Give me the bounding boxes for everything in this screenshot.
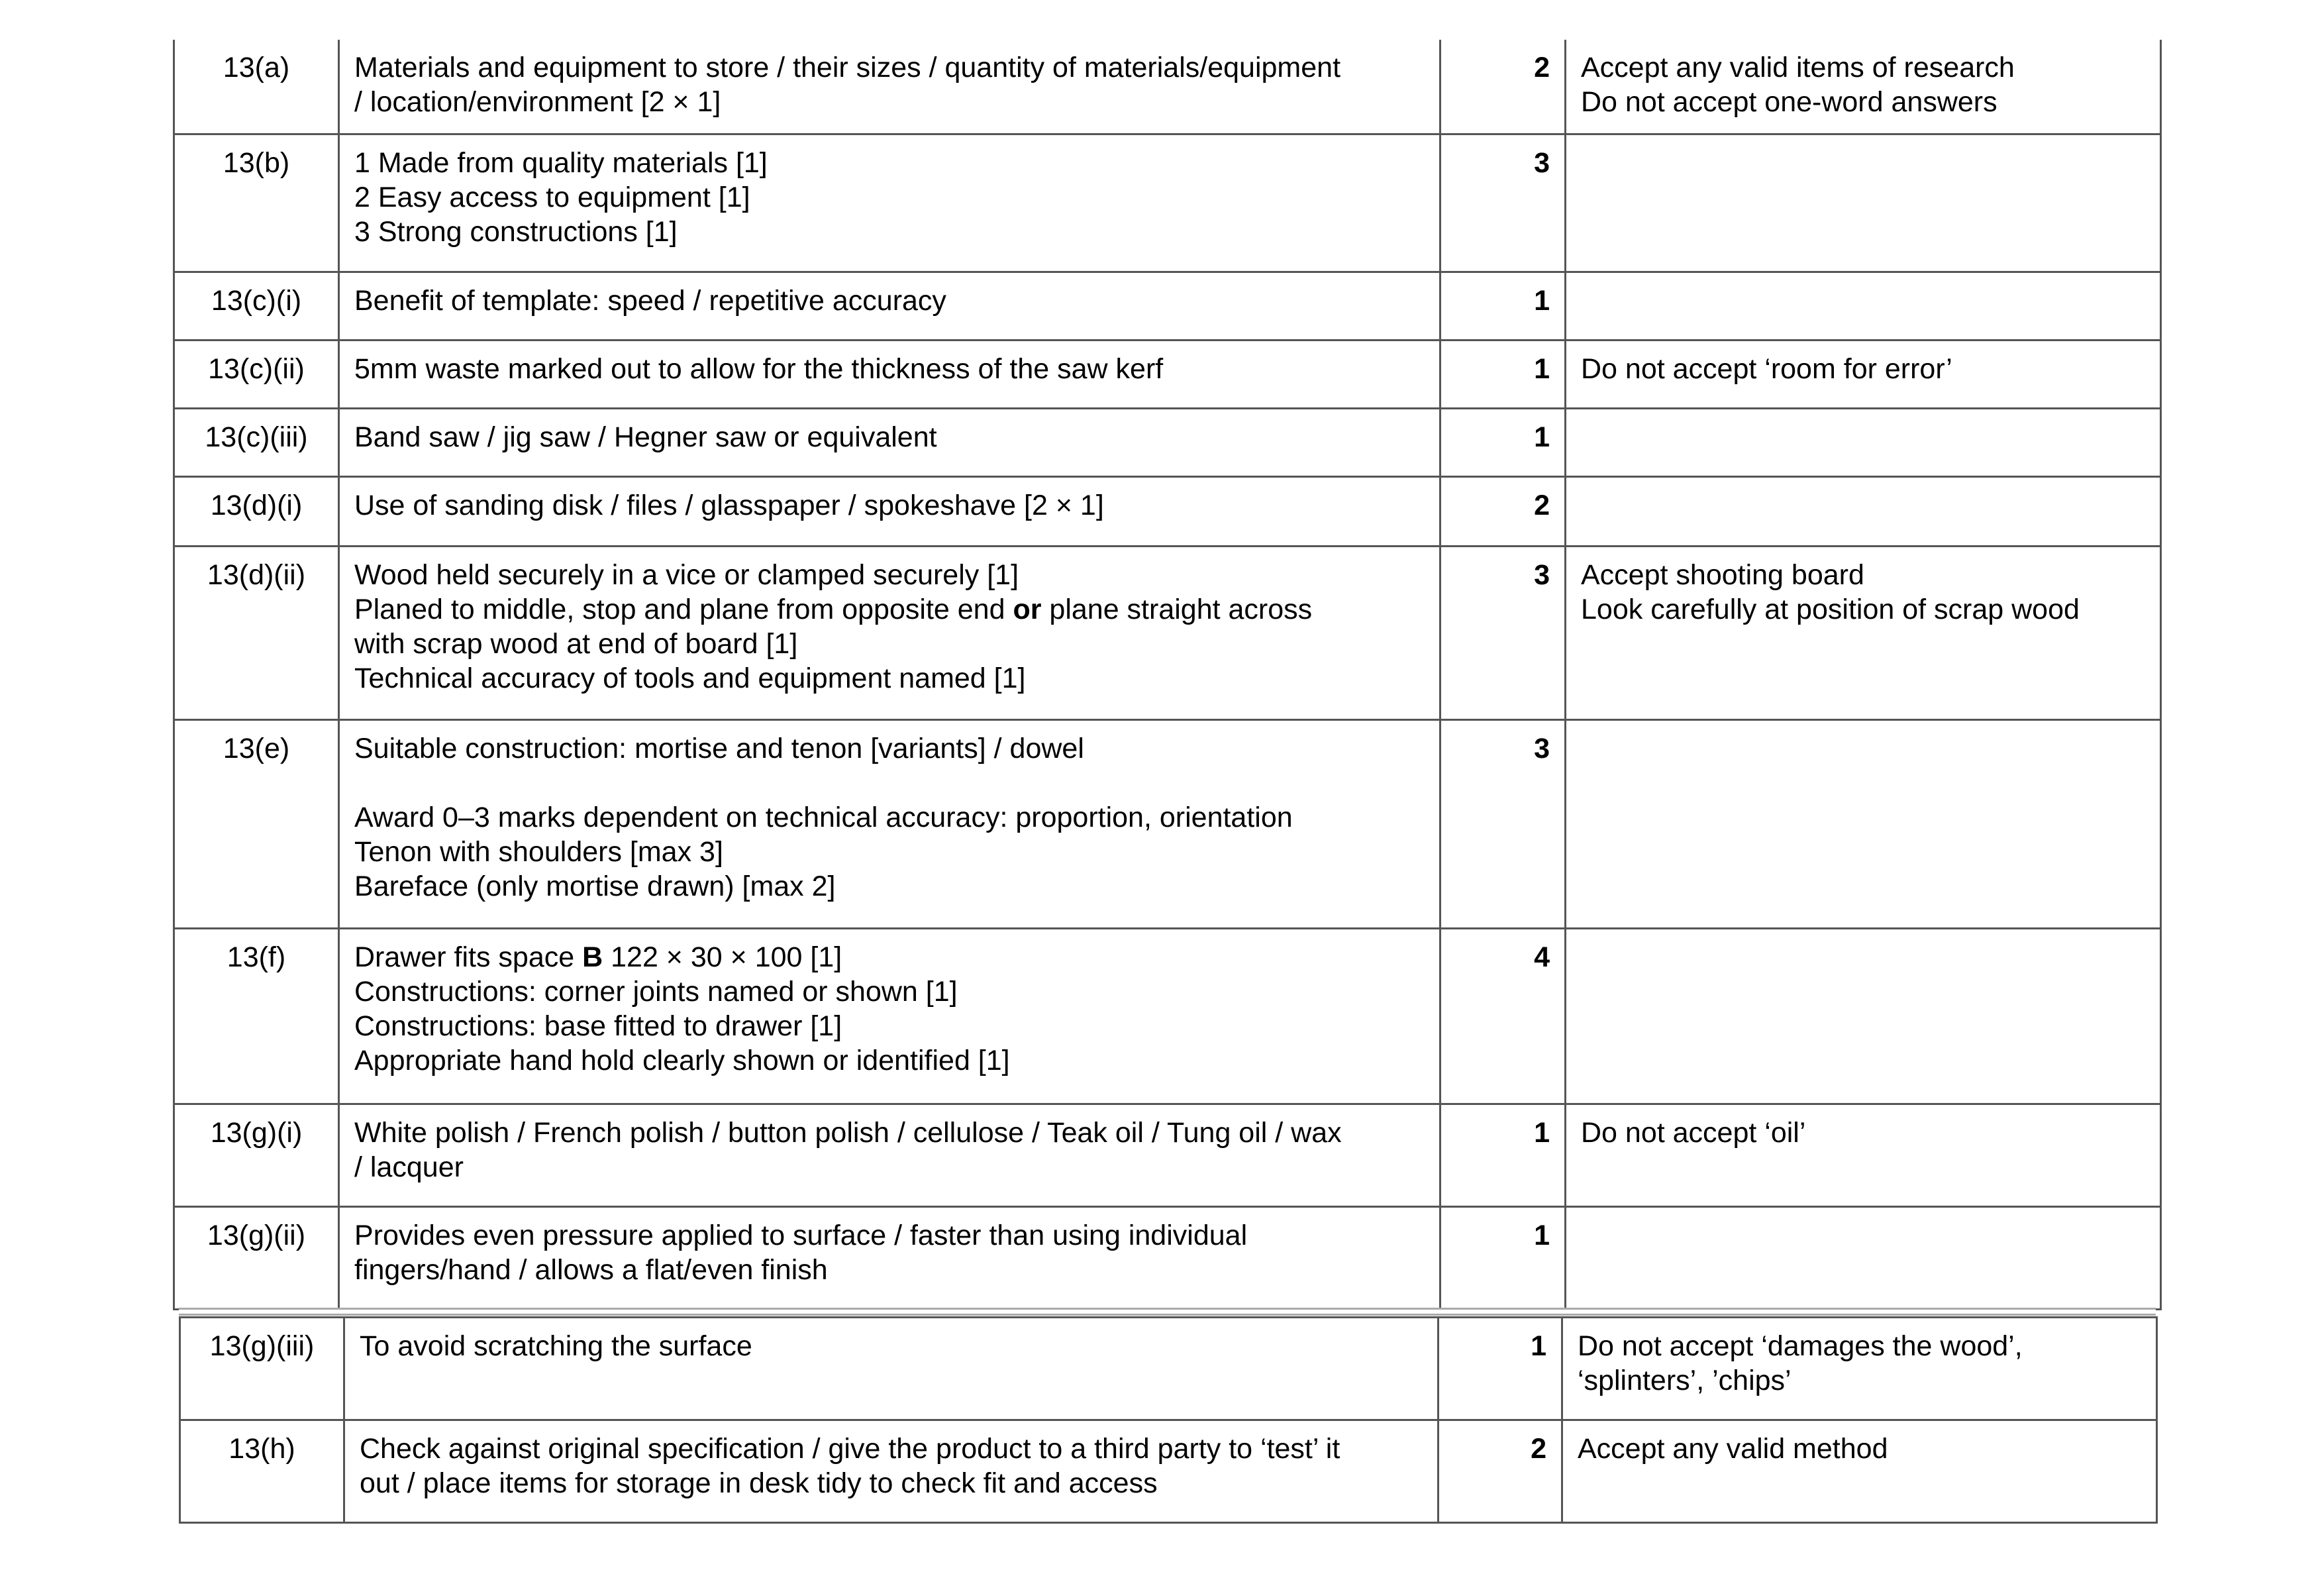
answer-text: White polish / French polish / button polish / cellulose / Teak oil / Tung oil / wax — [354, 1116, 1342, 1149]
marks-cell: 3 — [1440, 134, 1566, 272]
marks-cell: 1 — [1440, 1206, 1566, 1309]
guidance-cell — [1566, 408, 2161, 476]
table-row — [174, 134, 2161, 272]
answer-line — [354, 592, 1425, 627]
answer-line — [354, 1043, 1425, 1078]
answer-text: Award 0–3 marks dependent on technical accuracy: proportion, orientation — [354, 801, 1293, 833]
answer-text: plane straight across — [1041, 593, 1313, 625]
guidance-line: Do not accept one-word answers — [1581, 86, 1997, 118]
table-row — [174, 340, 2161, 408]
answer-text: Appropriate hand hold clearly shown or identified [1] — [354, 1044, 1010, 1076]
answer-cell — [339, 1104, 1440, 1206]
question-number-cell: 13(d)(ii) — [174, 546, 339, 719]
question-number-cell: 13(g)(iii) — [180, 1318, 344, 1420]
guidance-line: Look carefully at position of scrap wood — [1581, 593, 2080, 625]
question-number-cell: 13(g)(i) — [174, 1104, 339, 1206]
question-number-cell: 13(f) — [174, 928, 339, 1104]
table-row — [174, 928, 2161, 1104]
answer-cell — [339, 928, 1440, 1104]
answer-text: Provides even pressure applied to surface / faster than using individual — [354, 1219, 1248, 1251]
guidance-cell — [1566, 1104, 2161, 1206]
answer-line — [354, 180, 1425, 215]
answer-text: Planed to middle, stop and plane from opposite end — [354, 593, 1013, 625]
answer-text: Constructions: base fitted to drawer [1] — [354, 1010, 842, 1042]
answer-line — [354, 50, 1425, 85]
mark-scheme-body — [174, 40, 2161, 1309]
question-number-cell: 13(c)(i) — [174, 272, 339, 340]
answer-text: 1 Made from quality materials [1] — [354, 146, 768, 179]
guidance-cell — [1562, 1318, 2157, 1420]
marks-cell: 2 — [1440, 40, 1566, 134]
answer-text: Wood held securely in a vice or clamped securely [1] — [354, 558, 1019, 591]
answer-cell — [339, 272, 1440, 340]
answer-line — [354, 940, 1425, 974]
answer-text: 5mm waste marked out to allow for the thickness of the saw kerf — [354, 352, 1164, 385]
mark-scheme-table — [173, 40, 2162, 1310]
answer-cell — [344, 1318, 1439, 1420]
answer-line — [354, 352, 1425, 386]
answer-text: with scrap wood at end of board [1] — [354, 627, 798, 660]
answer-line — [360, 1432, 1423, 1466]
answer-text: Constructions: corner joints named or shown [1] — [354, 975, 958, 1008]
marks-cell: 3 — [1440, 546, 1566, 719]
question-number-cell: 13(d)(i) — [174, 476, 339, 546]
marks-cell: 1 — [1440, 340, 1566, 408]
table-row — [180, 1420, 2157, 1523]
table-row — [174, 546, 2161, 719]
marks-cell: 2 — [1439, 1420, 1562, 1523]
page-break-divider — [179, 1308, 2156, 1316]
answer-cell — [339, 546, 1440, 719]
answer-text: / location/environment [2 × 1] — [354, 86, 721, 118]
answer-line — [354, 627, 1425, 661]
answer-line — [354, 558, 1425, 592]
answer-text: Drawer fits space — [354, 941, 583, 973]
answer-text: To avoid scratching the surface — [360, 1330, 752, 1362]
answer-line — [354, 1253, 1425, 1287]
answer-line — [354, 800, 1425, 835]
marks-cell: 2 — [1440, 476, 1566, 546]
marks-cell: 3 — [1440, 719, 1566, 928]
marks-cell: 4 — [1440, 928, 1566, 1104]
answer-text: out / place items for storage in desk tidy to check fit and access — [360, 1467, 1158, 1499]
answer-cell — [344, 1420, 1439, 1523]
question-number-cell: 13(b) — [174, 134, 339, 272]
answer-text: Band saw / jig saw / Hegner saw or equivalent — [354, 421, 937, 453]
answer-line — [354, 284, 1425, 318]
guidance-line: Accept any valid method — [1578, 1433, 1888, 1465]
answer-cell — [339, 408, 1440, 476]
question-number-cell: 13(g)(ii) — [174, 1206, 339, 1309]
question-number-cell: 13(e) — [174, 719, 339, 928]
answer-line — [354, 85, 1425, 119]
guidance-cell — [1566, 272, 2161, 340]
answer-text: / lacquer — [354, 1151, 464, 1183]
table-row — [174, 1104, 2161, 1206]
answer-line — [354, 420, 1425, 454]
answer-cell — [339, 340, 1440, 408]
answer-line — [354, 974, 1425, 1009]
question-number-cell: 13(a) — [174, 40, 339, 134]
answer-line — [354, 1218, 1425, 1253]
answer-cell — [339, 476, 1440, 546]
guidance-line: Accept shooting board — [1581, 558, 1864, 591]
mark-scheme-body — [180, 1318, 2157, 1523]
guidance-line: Do not accept ‘oil’ — [1581, 1116, 1806, 1149]
table-row — [174, 408, 2161, 476]
answer-line — [360, 1466, 1423, 1500]
answer-text: 122 × 30 × 100 [1] — [603, 941, 842, 973]
answer-text: Suitable construction: mortise and tenon [variants] / dowel — [354, 732, 1084, 764]
table-row — [174, 719, 2161, 928]
question-number-cell: 13(h) — [180, 1420, 344, 1523]
answer-line — [354, 488, 1425, 523]
answer-cell — [339, 40, 1440, 134]
answer-text: Use of sanding disk / files / glasspaper / spokeshave [2 × 1] — [354, 489, 1104, 521]
question-number-cell: 13(c)(iii) — [174, 408, 339, 476]
answer-text: Technical accuracy of tools and equipment named [1] — [354, 662, 1026, 694]
answer-line — [354, 1116, 1425, 1150]
answer-text: fingers/hand / allows a flat/even finish — [354, 1253, 828, 1286]
marks-cell: 1 — [1440, 1104, 1566, 1206]
answer-line — [354, 661, 1425, 696]
answer-text-bold: B — [582, 941, 603, 973]
marks-cell: 1 — [1439, 1318, 1562, 1420]
guidance-line: Do not accept ‘damages the wood’, — [1578, 1330, 2023, 1362]
guidance-line: Do not accept ‘room for error’ — [1581, 352, 1952, 385]
answer-text: Materials and equipment to store / their sizes / quantity of materials/equipment — [354, 52, 1341, 83]
guidance-cell — [1566, 40, 2161, 134]
table-row — [174, 272, 2161, 340]
answer-cell — [339, 1206, 1440, 1309]
answer-line — [354, 731, 1425, 766]
answer-cell — [339, 134, 1440, 272]
answer-text: Benefit of template: speed / repetitive accuracy — [354, 284, 946, 317]
answer-line — [354, 835, 1425, 869]
answer-line — [354, 1009, 1425, 1043]
mark-scheme-table-continued — [179, 1316, 2158, 1524]
guidance-cell — [1566, 719, 2161, 928]
table-row — [180, 1318, 2157, 1420]
answer-text: Check against original specification / give the product to a third party to ‘test’ it — [360, 1433, 1340, 1465]
guidance-cell — [1566, 134, 2161, 272]
guidance-cell — [1566, 928, 2161, 1104]
table-row — [174, 40, 2161, 134]
answer-line — [354, 869, 1425, 904]
answer-text: 2 Easy access to equipment [1] — [354, 181, 750, 213]
table-row — [174, 476, 2161, 546]
marks-cell: 1 — [1440, 408, 1566, 476]
guidance-cell — [1566, 1206, 2161, 1309]
question-number-cell: 13(c)(ii) — [174, 340, 339, 408]
answer-line — [354, 146, 1425, 180]
answer-line — [354, 215, 1425, 249]
answer-text: 3 Strong constructions [1] — [354, 215, 678, 248]
guidance-line: Accept any valid items of research — [1581, 52, 2015, 83]
marks-cell: 1 — [1440, 272, 1566, 340]
answer-line — [354, 1150, 1425, 1184]
answer-line — [354, 766, 1425, 800]
guidance-cell — [1566, 340, 2161, 408]
answer-text: Tenon with shoulders [max 3] — [354, 835, 723, 868]
answer-text-bold: or — [1013, 593, 1042, 625]
guidance-line: ‘splinters’, ’chips’ — [1578, 1365, 1792, 1396]
guidance-cell — [1566, 476, 2161, 546]
answer-text: Bareface (only mortise drawn) [max 2] — [354, 870, 836, 902]
guidance-cell — [1562, 1420, 2157, 1523]
answer-line — [360, 1329, 1423, 1363]
table-row — [174, 1206, 2161, 1309]
guidance-cell — [1566, 546, 2161, 719]
answer-cell — [339, 719, 1440, 928]
